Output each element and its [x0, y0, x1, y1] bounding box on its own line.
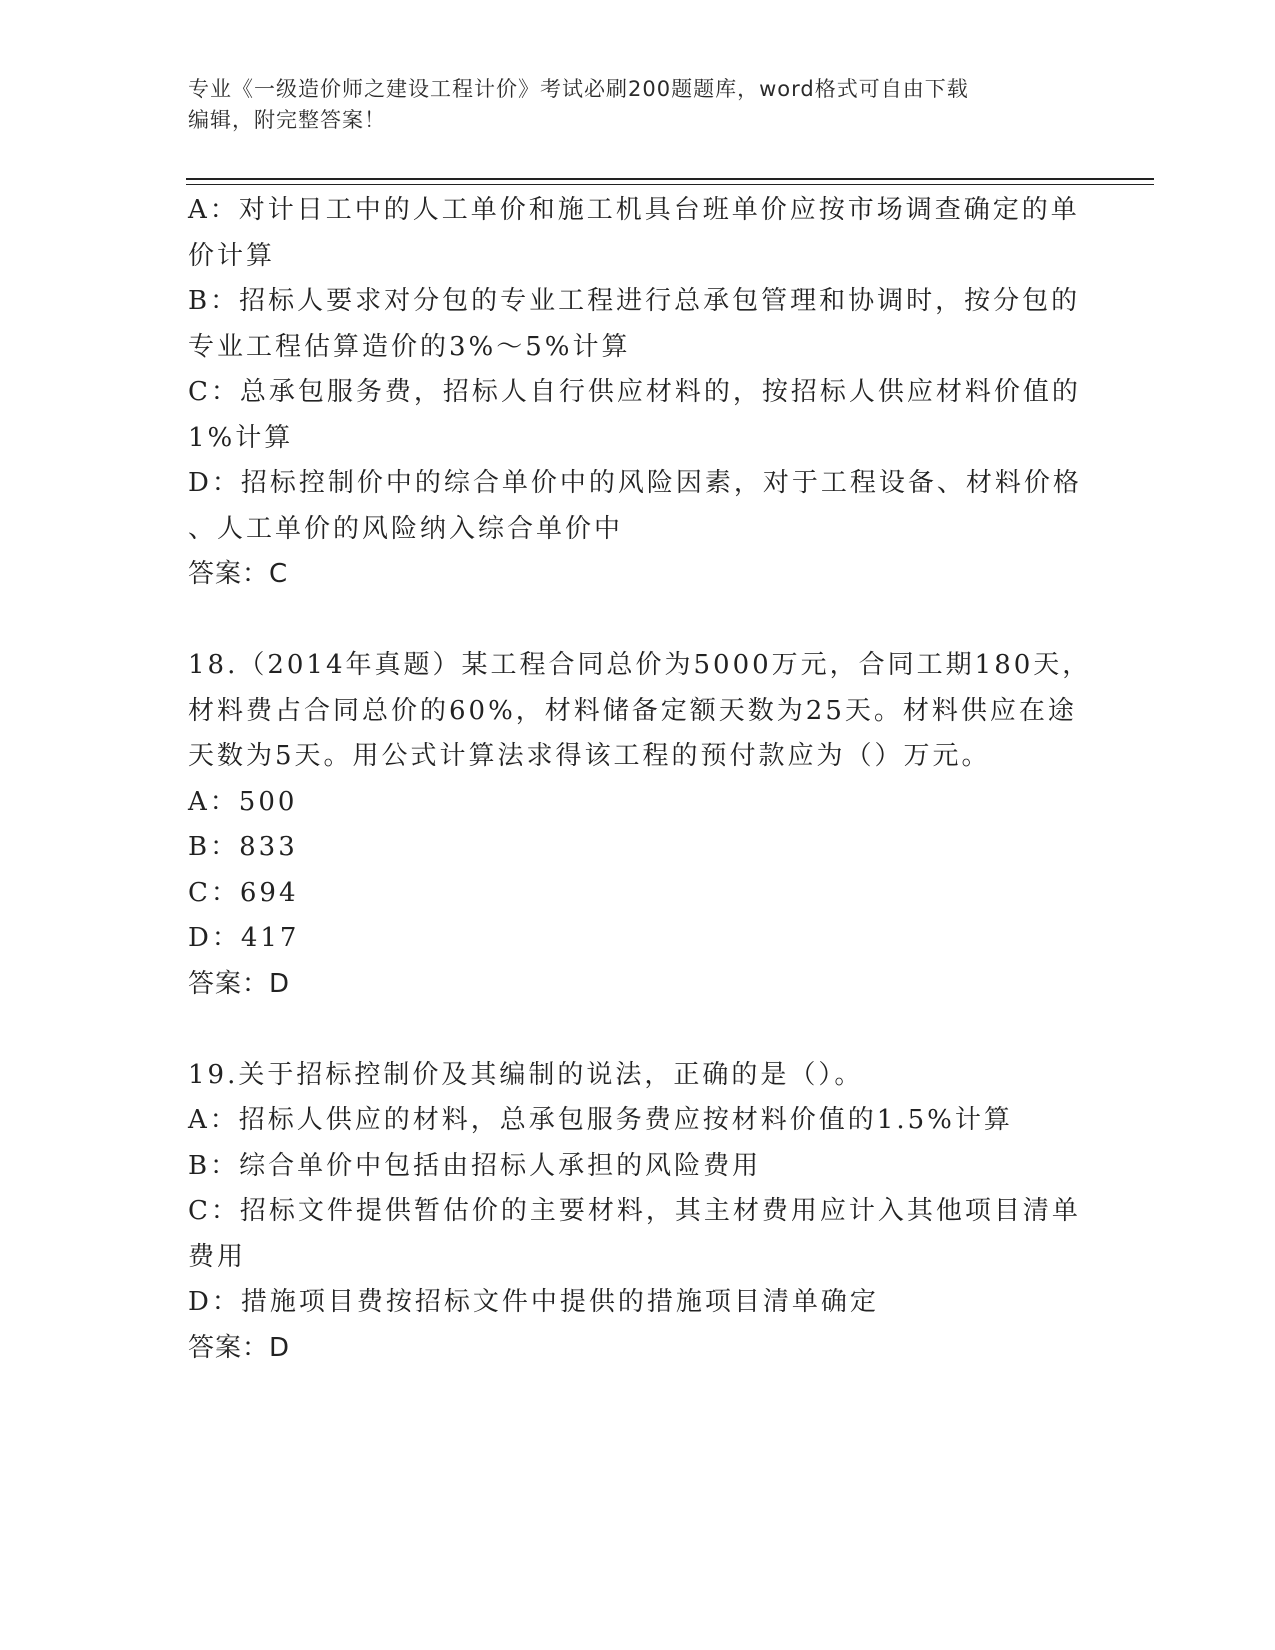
- question-18-stem: [188, 643, 1092, 780]
- option-line: C：招标文件提供暂估价的主要材料，其主材费用应计入其他项目清单: [188, 1196, 1081, 1226]
- page-header: [188, 74, 1068, 136]
- header-line-1: 专业《一级造价师之建设工程计价》考试必刷200题题库，word格式可自由下载: [188, 77, 969, 101]
- option-line: 、人工单价的风险纳入综合单价中: [188, 513, 624, 544]
- option-line: C：总承包服务费，招标人自行供应材料的，按招标人供应材料价值的: [188, 377, 1081, 407]
- option-line: D：招标控制价中的综合单价中的风险因素，对于工程设备、材料价格: [188, 468, 1082, 498]
- question-17-option-d: [188, 461, 1082, 552]
- question-18-option-d: D：417: [188, 923, 300, 953]
- question-content: [188, 188, 1092, 1371]
- spacer: [188, 598, 1078, 644]
- stem-line: 18.（2014年真题）某工程合同总价为5000万元，合同工期180天，: [188, 650, 1092, 680]
- stem-line: 材料费占合同总价的60%，材料储备定额天数为25天。材料供应在途: [188, 695, 1077, 726]
- question-17-answer: 答案：C: [188, 559, 289, 589]
- question-18-option-a: A：500: [188, 786, 298, 817]
- question-18-option-b: B：833: [188, 832, 298, 862]
- option-line: 费用: [188, 1241, 247, 1272]
- question-18-answer: 答案：D: [188, 968, 291, 999]
- option-line: B：招标人要求对分包的专业工程进行总承包管理和协调时，按分包的: [188, 286, 1081, 316]
- header-line-2: 编辑，附完整答案！: [188, 108, 386, 132]
- question-18-option-c: C：694: [188, 877, 299, 908]
- question-17-option-b: [188, 279, 1081, 370]
- question-19-stem: 19.关于招标控制价及其编制的说法，正确的是（）。: [188, 1059, 864, 1090]
- question-19-option-c: [188, 1189, 1081, 1280]
- question-19-option-d: D：措施项目费按招标文件中提供的措施项目清单确定: [188, 1287, 879, 1317]
- option-line: 价计算: [188, 240, 276, 271]
- question-18: [188, 643, 1092, 1007]
- spacer: [188, 1007, 1078, 1053]
- question-17: [188, 188, 1082, 598]
- option-line: 1%计算: [188, 422, 294, 453]
- header-divider-thin: [186, 184, 1154, 185]
- question-17-option-a: [188, 188, 1078, 279]
- header-divider-thick: [186, 178, 1154, 180]
- stem-line: 天数为5天。用公式计算法求得该工程的预付款应为（）万元。: [188, 741, 991, 771]
- question-19-option-a: A：招标人供应的材料，总承包服务费应按材料价值的1.5%计算: [188, 1105, 1013, 1135]
- option-line: 专业工程估算造价的3%～5%计算: [188, 331, 631, 362]
- question-19-answer: 答案：D: [188, 1332, 291, 1363]
- option-line: A：对计日工中的人工单价和施工机具台班单价应按市场调查确定的单: [188, 195, 1080, 225]
- question-19: [188, 1053, 1081, 1372]
- question-17-option-c: [188, 370, 1081, 461]
- question-19-option-b: B：综合单价中包括由招标人承担的风险费用: [188, 1150, 762, 1181]
